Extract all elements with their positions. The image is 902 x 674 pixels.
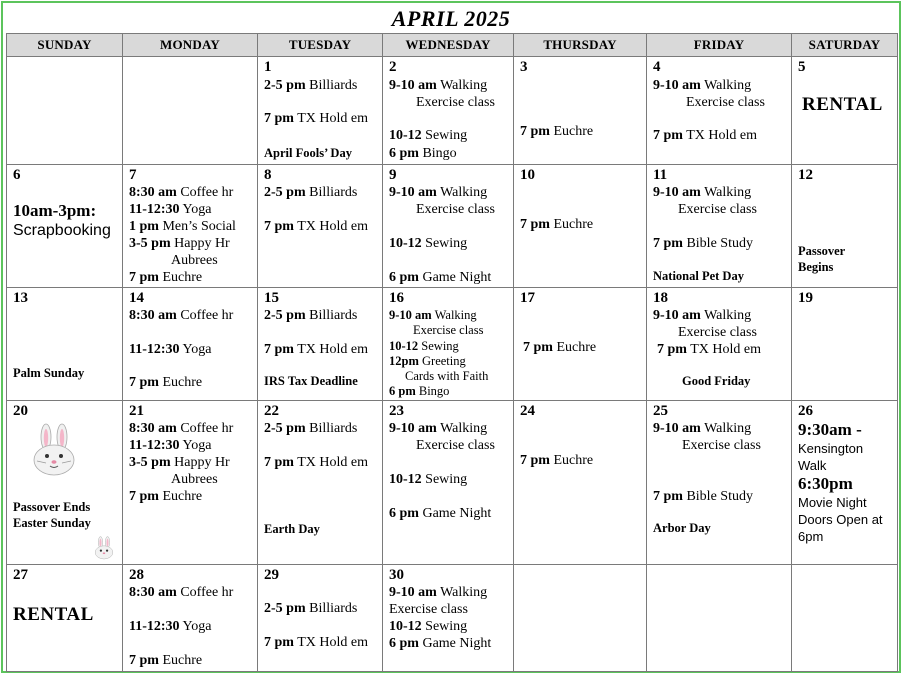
day-number: 17 — [520, 290, 535, 306]
day-cell-4 — [647, 57, 792, 165]
event-time: 9:30am - — [798, 420, 862, 439]
event: 9-10 am Walking — [653, 421, 752, 436]
event: 7 pm Euchre — [520, 124, 594, 139]
day-cell-9 — [383, 165, 514, 288]
day-number: 20 — [13, 403, 28, 419]
event-continuation: Exercise class — [413, 323, 484, 337]
event: 2-5 pm Billiards — [264, 421, 358, 436]
event-continuation: Exercise class — [678, 325, 757, 340]
event-continuation: Aubrees — [171, 253, 218, 268]
day-number: 12 — [798, 167, 813, 183]
rental-note: RENTAL — [13, 604, 94, 625]
week-row-5 — [7, 565, 898, 672]
event: 9-10 am Walking — [653, 78, 752, 93]
event: 11-12:30 Yoga — [129, 342, 212, 357]
day-cell-empty — [7, 57, 123, 165]
event: 7 pm TX Hold em — [264, 219, 368, 234]
event: 7 pm TX Hold em — [264, 455, 368, 470]
day-cell-29 — [258, 565, 383, 672]
event: 7 pm Euchre — [129, 653, 203, 668]
event: 9-10 am Walking — [389, 585, 488, 600]
holiday-note: Earth Day — [264, 522, 320, 536]
event: 6 pm Bingo — [389, 146, 457, 161]
day-number: 21 — [129, 403, 144, 419]
day-cell-empty — [514, 565, 647, 672]
day-cell-20 — [7, 401, 123, 565]
event: 9-10 am Walking — [389, 78, 488, 93]
event: 3-5 pm Happy Hr — [129, 236, 230, 251]
event: 6 pm Game Night — [389, 506, 492, 521]
day-cell-23 — [383, 401, 514, 565]
day-number: 22 — [264, 403, 279, 419]
week-row-4 — [7, 401, 898, 565]
event: Movie Night — [798, 495, 867, 510]
holiday-note: Arbor Day — [653, 521, 711, 535]
day-cell-empty — [647, 565, 792, 672]
event: Walk — [798, 458, 827, 473]
day-cell-13 — [7, 288, 123, 401]
day-cell-empty — [123, 57, 258, 165]
day-cell-8 — [258, 165, 383, 288]
event: 2-5 pm Billiards — [264, 601, 358, 616]
event: 7 pm TX Hold em — [264, 342, 368, 357]
event-time: 6:30pm — [798, 474, 853, 493]
day-cell-3 — [514, 57, 647, 165]
event: 10-12 Sewing — [389, 236, 468, 251]
event-continuation: Aubrees — [171, 472, 218, 487]
day-cell-18 — [647, 288, 792, 401]
event: 9-10 am Walking — [653, 308, 752, 323]
day-cell-19 — [792, 288, 898, 401]
holiday-note: April Fools’ Day — [264, 146, 352, 160]
holiday-note: Good Friday — [682, 374, 751, 388]
event: 10-12 Sewing — [389, 128, 468, 143]
event: 9-10 am Walking — [389, 421, 488, 436]
day-number: 9 — [389, 167, 397, 183]
event: Scrapbooking — [13, 222, 111, 239]
day-number: 25 — [653, 403, 668, 419]
day-cell-25 — [647, 401, 792, 565]
event: 8:30 am Coffee hr — [129, 185, 234, 200]
event: 11-12:30 Yoga — [129, 202, 212, 217]
day-number: 13 — [13, 290, 28, 306]
event: 7 pm TX Hold em — [657, 342, 761, 357]
event: 7 pm Bible Study — [653, 236, 753, 251]
day-cell-empty — [792, 565, 898, 672]
event: 12pm Greeting — [389, 354, 466, 368]
weekday-tuesday: TUESDAY — [258, 34, 383, 57]
day-number: 14 — [129, 290, 144, 306]
event: 10-12 Sewing — [389, 619, 468, 634]
event-continuation: Exercise class — [416, 202, 495, 217]
event: 7 pm Euchre — [129, 375, 203, 390]
day-cell-5 — [792, 57, 898, 165]
holiday-note: IRS Tax Deadline — [264, 374, 358, 388]
event-continuation: Exercise class — [416, 438, 495, 453]
event-continuation: Exercise class — [682, 438, 761, 453]
holiday-note: Easter Sunday — [13, 516, 91, 530]
event-continuation: Exercise class — [686, 95, 765, 110]
event: 7 pm Euchre — [520, 217, 594, 232]
event: 6 pm Bingo — [389, 384, 450, 398]
day-number: 26 — [798, 403, 813, 419]
event: 2-5 pm Billiards — [264, 185, 358, 200]
weekday-thursday: THURSDAY — [514, 34, 647, 57]
day-cell-2 — [383, 57, 514, 165]
day-number: 11 — [653, 167, 668, 183]
day-number: 28 — [129, 567, 144, 583]
day-number: 18 — [653, 290, 668, 306]
day-number: 15 — [264, 290, 279, 306]
day-cell-15 — [258, 288, 383, 401]
day-cell-6 — [7, 165, 123, 288]
event: 6pm — [798, 529, 824, 544]
event: 11-12:30 Yoga — [129, 619, 212, 634]
event: 11-12:30 Yoga — [129, 438, 212, 453]
event: 9-10 am Walking — [389, 185, 488, 200]
event: 7 pm Euchre — [129, 270, 203, 285]
day-number: 3 — [520, 59, 528, 75]
day-number: 7 — [129, 167, 137, 183]
day-cell-22 — [258, 401, 383, 565]
event: 6 pm Game Night — [389, 636, 492, 651]
event: 7 pm Bible Study — [653, 489, 753, 504]
event-time: 10am-3pm: — [13, 201, 97, 220]
weekday-header-row — [7, 34, 898, 57]
event: 7 pm TX Hold em — [264, 635, 368, 650]
small-bunny-icon — [93, 536, 115, 560]
bunny-icon — [29, 423, 79, 477]
holiday-note: Passover — [798, 244, 846, 258]
event: 8:30 am Coffee hr — [129, 421, 234, 436]
day-cell-24 — [514, 401, 647, 565]
rental-note: RENTAL — [802, 94, 883, 115]
day-number: 23 — [389, 403, 404, 419]
day-cell-16 — [383, 288, 514, 401]
day-cell-7 — [123, 165, 258, 288]
event: 10-12 Sewing — [389, 339, 459, 353]
event: 7 pm TX Hold em — [264, 111, 368, 126]
day-cell-1 — [258, 57, 383, 165]
event: Kensington — [798, 441, 864, 456]
weekday-sunday: SUNDAY — [7, 34, 123, 57]
week-row-2 — [7, 165, 898, 288]
day-cell-14 — [123, 288, 258, 401]
day-cell-12 — [792, 165, 898, 288]
day-number: 1 — [264, 59, 272, 75]
day-number: 10 — [520, 167, 535, 183]
event: 8:30 am Coffee hr — [129, 308, 234, 323]
day-cell-21 — [123, 401, 258, 565]
day-cell-11 — [647, 165, 792, 288]
event: 9-10 am Walking — [653, 185, 752, 200]
event-continuation: Exercise class — [416, 95, 495, 110]
holiday-note: Passover Ends — [13, 500, 91, 514]
event: 2-5 pm Billiards — [264, 308, 358, 323]
event: 6 pm Game Night — [389, 270, 492, 285]
event: 9-10 am Walking — [389, 308, 477, 322]
weekday-monday: MONDAY — [123, 34, 258, 57]
calendar-grid — [6, 33, 898, 672]
day-number: 19 — [798, 290, 813, 306]
holiday-note: Begins — [798, 260, 834, 274]
event-continuation: Exercise class — [389, 602, 468, 617]
event: 10-12 Sewing — [389, 472, 468, 487]
week-row-3 — [7, 288, 898, 401]
day-cell-10 — [514, 165, 647, 288]
event: 7 pm Euchre — [129, 489, 203, 504]
day-number: 27 — [13, 567, 28, 583]
holiday-note: Palm Sunday — [13, 366, 85, 380]
calendar-title: APRIL 2025 — [391, 6, 511, 31]
weekday-friday: FRIDAY — [647, 34, 792, 57]
day-number: 16 — [389, 290, 404, 306]
day-number: 4 — [653, 59, 661, 75]
event: Doors Open at — [798, 512, 883, 527]
day-number: 30 — [389, 567, 404, 583]
day-number: 24 — [520, 403, 535, 419]
day-cell-28 — [123, 565, 258, 672]
day-number: 2 — [389, 59, 397, 75]
event-continuation: Cards with Faith — [405, 369, 489, 383]
event: 3-5 pm Happy Hr — [129, 455, 230, 470]
event: 7 pm Euchre — [523, 340, 597, 355]
week-row-1 — [7, 57, 898, 165]
event-continuation: Exercise class — [678, 202, 757, 217]
event: 7 pm TX Hold em — [653, 128, 757, 143]
day-cell-26 — [792, 401, 898, 565]
weekday-saturday: SATURDAY — [792, 34, 898, 57]
weekday-wednesday: WEDNESDAY — [383, 34, 514, 57]
day-cell-30 — [383, 565, 514, 672]
day-number: 29 — [264, 567, 279, 583]
event: 7 pm Euchre — [520, 453, 594, 468]
event: 1 pm Men’s Social — [129, 219, 236, 234]
holiday-note: National Pet Day — [653, 269, 744, 283]
day-cell-27 — [7, 565, 123, 672]
day-number: 8 — [264, 167, 272, 183]
day-number: 6 — [13, 167, 21, 183]
day-cell-17 — [514, 288, 647, 401]
event: 8:30 am Coffee hr — [129, 585, 234, 600]
day-number: 5 — [798, 59, 806, 75]
event: 2-5 pm Billiards — [264, 78, 358, 93]
